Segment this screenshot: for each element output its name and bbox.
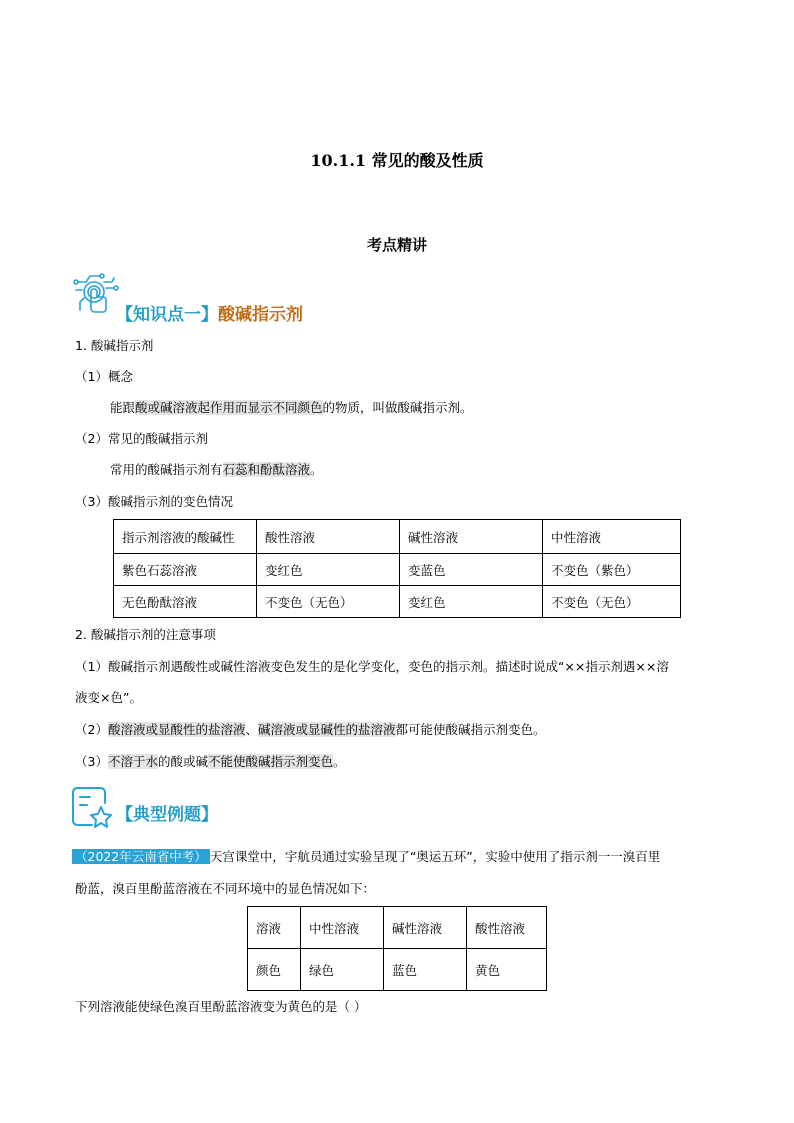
note-3 [75, 754, 346, 770]
table-cell: 变蓝色 [400, 554, 543, 586]
table-cell: 不变色（无色） [543, 586, 681, 618]
text-span: 天宫课堂中，宇航员通过实验呈现了“奥运五环”，实验中使用了指示剂一一溴百里 [209, 849, 661, 864]
table-cell: 酸性溶液 [257, 520, 400, 554]
highlight-span: 不能使酸碱指示剂变色 [207, 754, 333, 769]
table-cell: 不变色（无色） [257, 586, 400, 618]
text-span: 都可能使酸碱指示剂变色。 [395, 722, 546, 737]
highlight-span: 石蕊和酚酞溶液 [222, 462, 311, 477]
text-span: （3） [75, 754, 108, 769]
text-span: 、 [245, 722, 258, 737]
item-color-change-label: （3）酸碱指示剂的变色情况 [75, 494, 233, 509]
question-line-3: 下列溶液能使绿色溴百里酚蓝溶液变为黄色的是（ ） [75, 999, 367, 1014]
table-cell: 碱性溶液 [400, 520, 543, 554]
table-cell: 变红色 [257, 554, 400, 586]
text-span: 常用的酸碱指示剂有 [110, 462, 223, 477]
highlight-span: 碱溶液或显碱性的盐溶液 [257, 722, 396, 737]
section-label: 典型例题 [133, 805, 201, 825]
table-row [114, 554, 681, 586]
page-title: 10.1.1 常见的酸及性质 [310, 151, 484, 170]
table-cell: 紫色石蕊溶液 [114, 554, 257, 586]
table-cell: 中性溶液 [543, 520, 681, 554]
table-cell: 指示剂溶液的酸碱性 [114, 520, 257, 554]
highlight-span: 酸溶液或显酸性的盐溶液 [107, 722, 246, 737]
table-cell: 无色酚酞溶液 [114, 586, 257, 618]
text-span: 。 [310, 462, 323, 477]
note-1-line-2: 液变×色”。 [75, 690, 142, 705]
item-common-label: （2）常见的酸碱指示剂 [75, 431, 208, 446]
table-row [248, 949, 547, 991]
note-2 [75, 722, 546, 738]
text-span: 的酸或碱 [157, 754, 208, 769]
question-line-1 [72, 849, 660, 865]
table-cell: 不变色（紫色） [543, 554, 681, 586]
heading-indicator: 1. 酸碱指示剂 [75, 338, 154, 353]
section-topic: 酸碱指示剂 [218, 305, 303, 325]
star-card-icon [70, 785, 116, 831]
note-1-line-1: （1）酸碱指示剂遇酸性或碱性溶液变色发生的是化学变化，变色的指示剂。描述时说成“××指示剂遇××溶 [75, 659, 669, 674]
bracket-close: 】 [201, 805, 218, 825]
indicator-table [113, 519, 681, 618]
table-row [114, 520, 681, 554]
bracket-open: 【 [116, 305, 133, 325]
highlight-span: 酸或碱溶液起作用而显示不同颜色 [135, 400, 323, 415]
table-cell: 酸性溶液 [467, 907, 547, 949]
text-span: 能跟 [110, 400, 136, 415]
bracket-open: 【 [116, 805, 133, 825]
page-subtitle: 考点精讲 [366, 236, 427, 254]
table-cell: 颜色 [248, 949, 301, 991]
section-knowledge-heading [116, 300, 303, 325]
text-span: （2） [75, 722, 108, 737]
bromothymol-table [247, 906, 547, 991]
text-span: 。 [333, 754, 346, 769]
table-cell: 蓝色 [384, 949, 467, 991]
table-row [114, 586, 681, 618]
item-common-text [110, 462, 323, 478]
table-cell: 绿色 [301, 949, 384, 991]
bracket-close: 】 [201, 305, 218, 325]
highlight-span: 不溶于水 [107, 754, 158, 769]
table-cell: 黄色 [467, 949, 547, 991]
table-cell: 中性溶液 [301, 907, 384, 949]
item-concept-text [110, 400, 473, 416]
item-concept-label: （1）概念 [75, 369, 133, 384]
table-cell: 溶液 [248, 907, 301, 949]
touch-circuit-icon [70, 268, 120, 316]
table-cell: 变红色 [400, 586, 543, 618]
table-cell: 碱性溶液 [384, 907, 467, 949]
source-tag: （2022年云南省中考） [72, 849, 210, 864]
heading-notes: 2. 酸碱指示剂的注意事项 [75, 627, 216, 642]
text-span: 的物质，叫做酸碱指示剂。 [322, 400, 473, 415]
table-row [248, 907, 547, 949]
question-line-2: 酚蓝，溴百里酚蓝溶液在不同环境中的显色情况如下： [75, 881, 376, 896]
section-label: 知识点一 [133, 305, 201, 325]
section-example-heading [116, 800, 218, 825]
